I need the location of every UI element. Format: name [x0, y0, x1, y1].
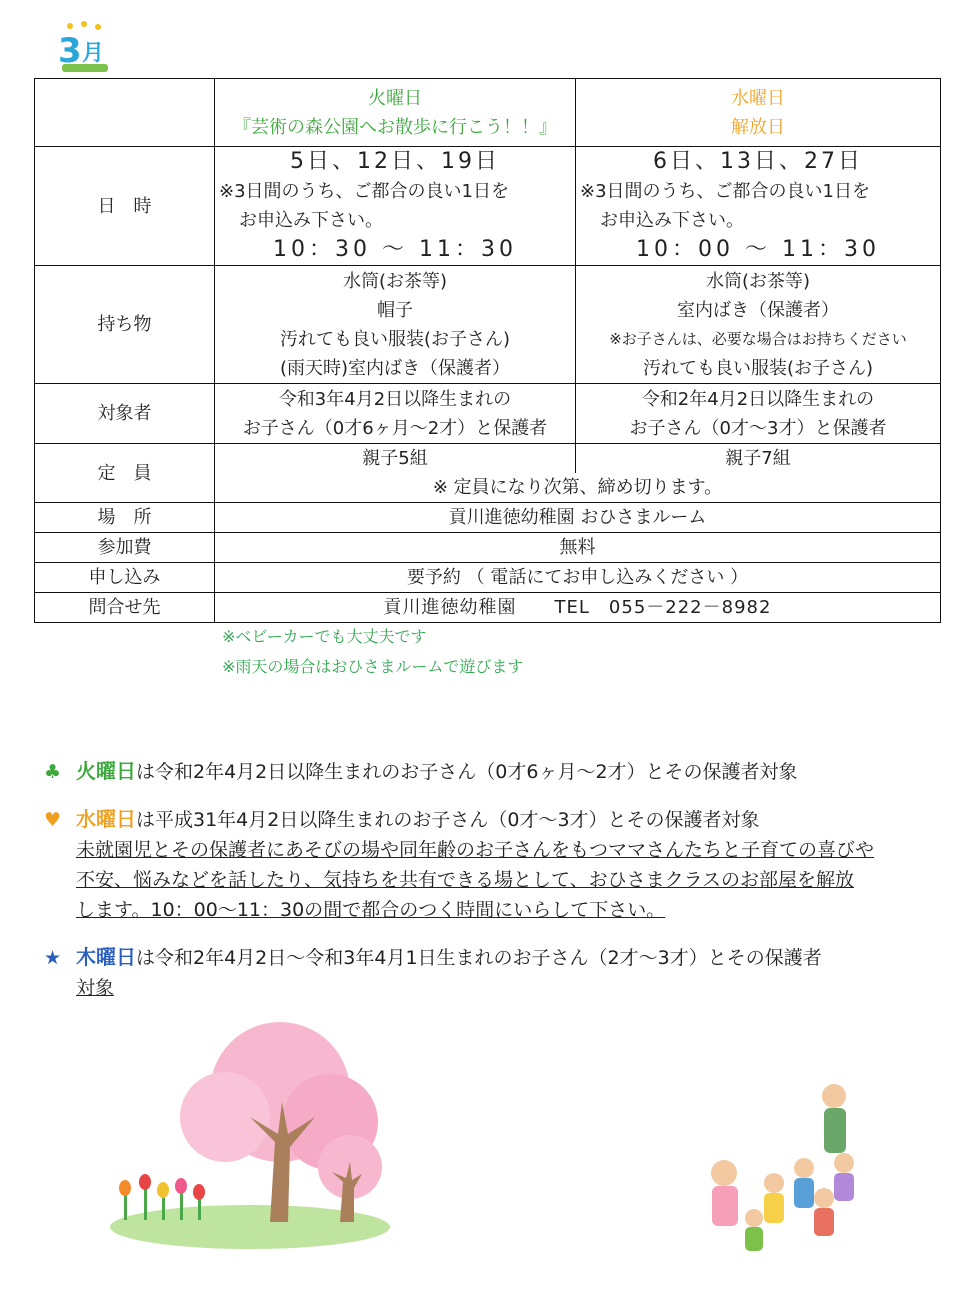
header-tuesday [215, 79, 576, 147]
items-label: 持ち物 [35, 266, 215, 384]
wednesday-bullet-day: 水曜日 [76, 807, 136, 831]
contact-label: 問合せ先 [35, 593, 215, 623]
wednesday-desc-line3: します。10：00～11：30の間で都合のつく時間にいらして下さい。 [76, 899, 666, 921]
wednesday-capacity: 親子7組 [576, 444, 941, 474]
svg-text:月: 月 [82, 41, 105, 66]
wednesday-item: 室内ばき（保護者） [677, 299, 839, 321]
header-wednesday [576, 79, 941, 147]
wednesday-item: 水筒(お茶等) [705, 270, 811, 292]
schedule-table [34, 78, 941, 623]
wednesday-desc-line2: 不安、悩みなどを話したり、気持ちを共有できる場として、おひさまクラスのお部屋を解放 [76, 869, 855, 891]
cherry-tree-illustration [100, 1022, 410, 1252]
tuesday-dates-note: ※3日間のうち、ご都合の良い1日を [219, 181, 509, 202]
tuesday-label: 火曜日 [368, 87, 422, 109]
thursday-bullet-text: は令和2年4月2日～令和3年4月1日生まれのお子さん（2才～3才）とその保護者 [136, 947, 822, 969]
wednesday-target-line2: お子さん（0才～3才）と保護者 [629, 417, 887, 439]
tuesday-items [215, 266, 576, 384]
wednesday-bullet-text: は平成31年4月2日以降生まれのお子さん（0才～3才）とその保護者対象 [136, 809, 760, 831]
clover-icon: ♣ [44, 761, 62, 783]
wednesday-dates: 6日、13日、27日 [653, 149, 863, 174]
wednesday-time: 10：00 ～ 11：30 [636, 237, 880, 262]
wednesday-bullet [44, 804, 924, 925]
target-label: 対象者 [35, 384, 215, 444]
fee-value: 無料 [215, 533, 941, 563]
tuesday-time: 10：30 ～ 11：30 [273, 237, 517, 262]
wednesday-event: 解放日 [731, 116, 785, 138]
tuesday-datetime [215, 147, 576, 266]
children-walking-illustration [694, 1078, 864, 1258]
apply-label: 申し込み [35, 563, 215, 593]
header-empty-cell [35, 79, 215, 147]
stroller-note: ※ベビーカーでも大丈夫です [222, 627, 427, 646]
table-notes [222, 622, 523, 682]
tuesday-item: 水筒(お茶等) [342, 270, 448, 292]
thursday-bullet-day: 木曜日 [76, 945, 136, 969]
wednesday-label: 水曜日 [731, 87, 785, 109]
thursday-bullet [44, 942, 924, 1003]
heart-icon: ♥ [44, 809, 62, 831]
wednesday-item: 汚れても良い服装(お子さん) [642, 357, 874, 379]
tuesday-dates: 5日、12日、19日 [290, 149, 500, 174]
tuesday-dates-note2: お申込み下さい。 [239, 210, 383, 231]
contact-value: 貢川進徳幼稚園 TEL 055－222－8982 [215, 593, 941, 623]
place-value: 貢川進徳幼稚園 おひさまルーム [215, 503, 941, 533]
tuesday-target-line1: 令和3年4月2日以降生まれの [278, 388, 512, 410]
tuesday-capacity: 親子5組 [215, 444, 576, 474]
tuesday-bullet-text: は令和2年4月2日以降生まれのお子さん（0才6ヶ月～2才）とその保護者対象 [136, 761, 798, 783]
datetime-label: 日 時 [35, 147, 215, 266]
tuesday-item: (雨天時)室内ばき（保護者） [279, 357, 511, 379]
wednesday-dates-note: ※3日間のうち、ご都合の良い1日を [580, 181, 870, 202]
star-icon: ★ [44, 947, 62, 969]
wednesday-datetime [576, 147, 941, 266]
wednesday-items [576, 266, 941, 384]
tuesday-item: 汚れても良い服装(お子さん) [279, 328, 511, 350]
march-logo [56, 20, 112, 74]
place-label: 場 所 [35, 503, 215, 533]
wednesday-dates-note2: お申込み下さい。 [600, 210, 744, 231]
apply-value: 要予約 （ 電話にてお申し込みください ） [215, 563, 941, 593]
fee-label: 参加費 [35, 533, 215, 563]
tuesday-target [215, 384, 576, 444]
wednesday-item-note: ※お子さんは、必要な場合はお持ちください [609, 329, 907, 348]
tuesday-bullet [44, 756, 924, 787]
rain-note: ※雨天の場合はおひさまルームで遊びます [222, 657, 524, 676]
svg-text:3: 3 [58, 31, 82, 71]
wednesday-target [576, 384, 941, 444]
tuesday-target-line2: お子さん（0才6ヶ月～2才）と保護者 [242, 417, 548, 439]
tuesday-bullet-day: 火曜日 [76, 759, 136, 783]
wednesday-desc-line1: 未就園児とその保護者にあそびの場や同年齢のお子さんをもつママさんたちと子育ての喜びや [76, 839, 875, 861]
wednesday-target-line1: 令和2年4月2日以降生まれの [641, 388, 875, 410]
tuesday-event: 『芸術の森公園へお散歩に行こう！！』 [233, 116, 557, 138]
thursday-bullet-text2: 対象 [76, 977, 115, 999]
tuesday-item: 帽子 [377, 299, 413, 321]
capacity-note: ※ 定員になり次第、締め切ります。 [215, 473, 941, 503]
capacity-label: 定 員 [35, 444, 215, 503]
